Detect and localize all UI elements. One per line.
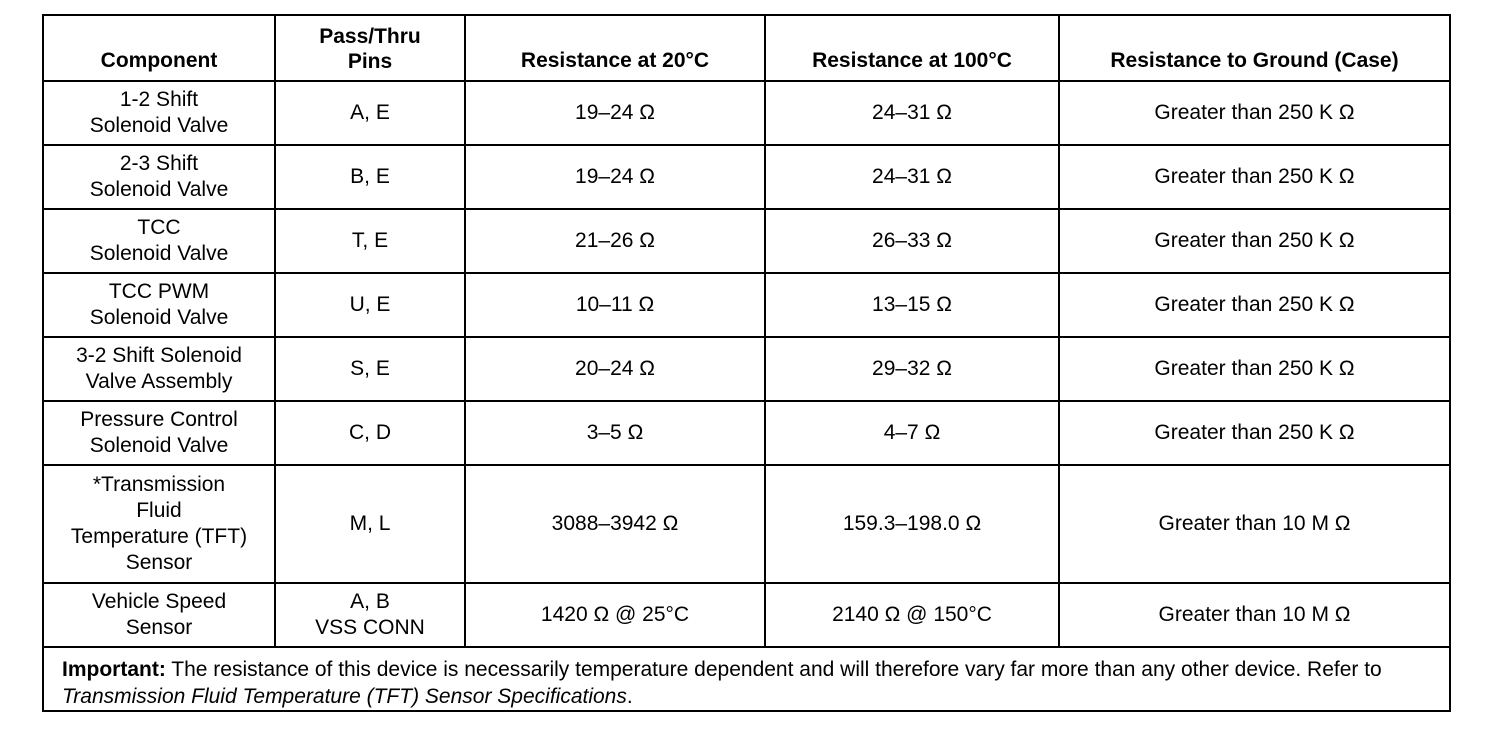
row-4-ground: Greater than 250 K Ω	[1060, 274, 1449, 338]
row-8-pins: A, B VSS CONN	[276, 584, 466, 648]
row-8-ground: Greater than 10 M Ω	[1060, 584, 1449, 648]
row-7-pins: M, L	[276, 466, 466, 584]
row-1-ground: Greater than 250 K Ω	[1060, 82, 1449, 146]
row-1-component: 1-2 Shift Solenoid Valve	[44, 82, 276, 146]
spec-table	[42, 14, 1451, 712]
row-3-pins: T, E	[276, 210, 466, 274]
row-5-ground: Greater than 250 K Ω	[1060, 338, 1449, 402]
row-6-ground: Greater than 250 K Ω	[1060, 402, 1449, 466]
row-1-r100: 24–31 Ω	[766, 82, 1060, 146]
header-r20: Resistance at 20°C	[466, 16, 766, 82]
header-pins: Pass/Thru Pins	[276, 16, 466, 82]
row-2-component: 2-3 Shift Solenoid Valve	[44, 146, 276, 210]
row-7-r100: 159.3–198.0 Ω	[766, 466, 1060, 584]
row-4-pins: U, E	[276, 274, 466, 338]
row-3-component: TCC Solenoid Valve	[44, 210, 276, 274]
row-6-r100: 4–7 Ω	[766, 402, 1060, 466]
row-2-r20: 19–24 Ω	[466, 146, 766, 210]
row-5-pins: S, E	[276, 338, 466, 402]
row-3-r100: 26–33 Ω	[766, 210, 1060, 274]
row-8-component: Vehicle Speed Sensor	[44, 584, 276, 648]
row-4-component: TCC PWM Solenoid Valve	[44, 274, 276, 338]
important-note	[44, 648, 1449, 712]
row-2-pins: B, E	[276, 146, 466, 210]
row-2-ground: Greater than 250 K Ω	[1060, 146, 1449, 210]
row-6-component: Pressure Control Solenoid Valve	[44, 402, 276, 466]
note-label: Important:	[62, 658, 166, 681]
header-r100: Resistance at 100°C	[766, 16, 1060, 82]
header-ground: Resistance to Ground (Case)	[1060, 16, 1449, 82]
note-text: The resistance of this device is necessarily temperature dependent and will therefore vary far more than any other device. Refer to	[165, 658, 1382, 681]
row-5-r20: 20–24 Ω	[466, 338, 766, 402]
row-5-component: 3-2 Shift Solenoid Valve Assembly	[44, 338, 276, 402]
row-5-r100: 29–32 Ω	[766, 338, 1060, 402]
row-1-pins: A, E	[276, 82, 466, 146]
table-grid	[44, 16, 1449, 647]
row-6-r20: 3–5 Ω	[466, 402, 766, 466]
note-reference: Transmission Fluid Temperature (TFT) Sensor Specifications	[62, 685, 627, 708]
row-2-r100: 24–31 Ω	[766, 146, 1060, 210]
row-7-ground: Greater than 10 M Ω	[1060, 466, 1449, 584]
row-4-r100: 13–15 Ω	[766, 274, 1060, 338]
header-component: Component	[44, 16, 276, 82]
row-1-r20: 19–24 Ω	[466, 82, 766, 146]
row-3-ground: Greater than 250 K Ω	[1060, 210, 1449, 274]
note-end: .	[626, 685, 633, 708]
row-8-r20: 1420 Ω @ 25°C	[466, 584, 766, 648]
row-3-r20: 21–26 Ω	[466, 210, 766, 274]
row-4-r20: 10–11 Ω	[466, 274, 766, 338]
row-7-component: *Transmission Fluid Temperature (TFT) Sensor	[44, 466, 276, 584]
row-8-r100: 2140 Ω @ 150°C	[766, 584, 1060, 648]
row-7-r20: 3088–3942 Ω	[466, 466, 766, 584]
row-6-pins: C, D	[276, 402, 466, 466]
